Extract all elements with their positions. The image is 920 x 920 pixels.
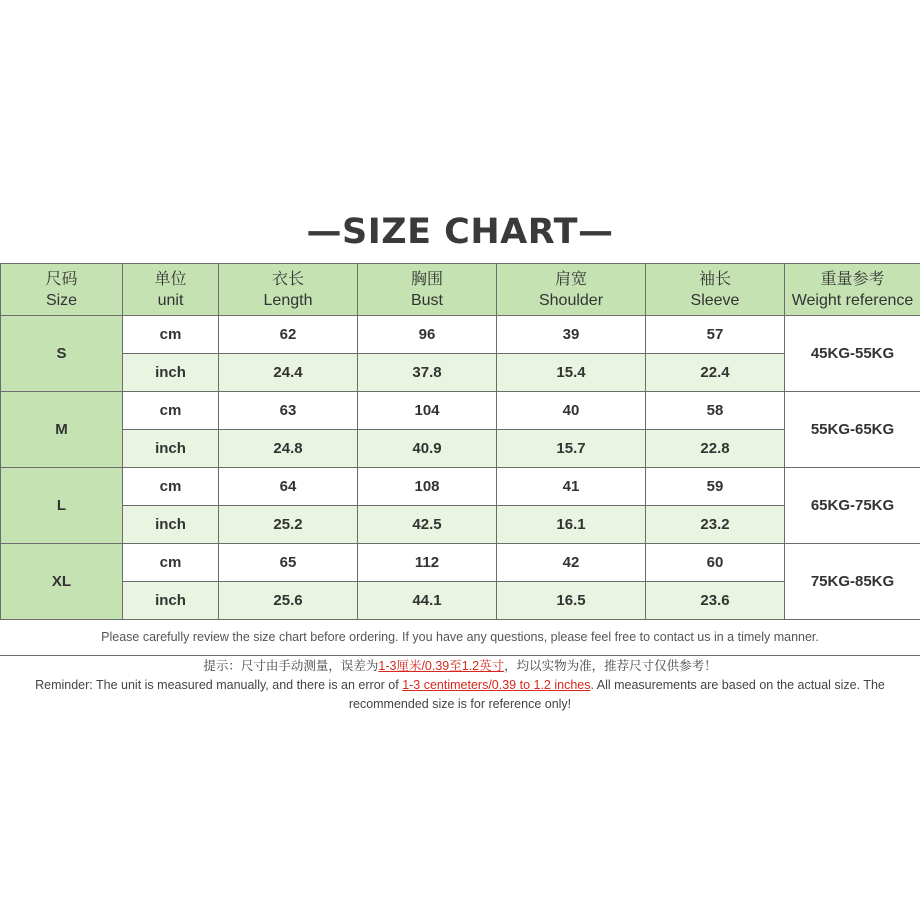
table-row	[1, 430, 920, 468]
unit-cell: inch	[123, 430, 219, 468]
header-cell	[123, 264, 219, 316]
reminder-en-text: Reminder: The unit is measured manually, and there is an error of	[35, 678, 403, 692]
size-cell: S	[1, 316, 123, 392]
header-cell	[358, 264, 497, 316]
header-cell	[219, 264, 358, 316]
measurement-cell: 24.4	[219, 354, 358, 392]
unit-cell: inch	[123, 582, 219, 620]
reminder-en-line	[0, 676, 920, 714]
header-en-label: Length	[263, 291, 313, 309]
reminder-cn-line	[0, 657, 920, 676]
header-cell	[785, 264, 920, 316]
header-en-label: Sleeve	[690, 291, 740, 309]
reminder-cn-text-end: ，均以实物为准，推荐尺寸仅供参考！	[504, 659, 717, 673]
reminder-cn-text: 提示：尺寸由手动测量，误差为	[203, 659, 379, 673]
size-cell: M	[1, 392, 123, 468]
header-en-label: Weight reference	[791, 291, 914, 309]
measurement-cell: 23.2	[646, 506, 785, 544]
chart-title: —SIZE CHART—	[306, 212, 614, 252]
header-cell	[497, 264, 646, 316]
header-cn-label: 袖长	[698, 270, 731, 288]
unit-cell: inch	[123, 354, 219, 392]
measurement-cell: 62	[219, 316, 358, 354]
header-cn-label: 重量参考	[820, 270, 885, 288]
header-en-label: Bust	[410, 291, 443, 309]
table-row	[1, 354, 920, 392]
ordering-notice: Please carefully review the size chart before ordering. If you have any questions, please feel free to contact us in a timely manner.	[0, 620, 920, 656]
measurement-cell: 16.5	[497, 582, 646, 620]
measurement-cell: 65	[219, 544, 358, 582]
header-en-label: Shoulder	[538, 291, 604, 309]
measurement-cell: 63	[219, 392, 358, 430]
header-en-label: unit	[157, 291, 184, 309]
table-row	[1, 316, 920, 354]
header-cn-label: 衣长	[271, 270, 304, 288]
table-row	[1, 392, 920, 430]
measurement-cell: 15.7	[497, 430, 646, 468]
reminder-en-text-end: . All measurements are based on the actual size. The recommended size is for reference only!	[348, 678, 885, 711]
measurement-cell: 44.1	[358, 582, 497, 620]
header-cell	[646, 264, 785, 316]
measurement-cell: 22.4	[646, 354, 785, 392]
unit-cell: cm	[123, 468, 219, 506]
measurement-cell: 58	[646, 392, 785, 430]
unit-cell: cm	[123, 544, 219, 582]
measurement-cell: 64	[219, 468, 358, 506]
unit-cell: inch	[123, 506, 219, 544]
measurement-cell: 25.6	[219, 582, 358, 620]
measurement-cell: 104	[358, 392, 497, 430]
measurement-cell: 59	[646, 468, 785, 506]
header-cn-label: 肩宽	[554, 270, 587, 288]
measurement-cell: 39	[497, 316, 646, 354]
reminder-en-error-range: 1-3 centimeters/0.39 to 1.2 inches	[402, 678, 591, 692]
measurement-reminder	[0, 657, 920, 714]
reminder-cn-error-range: 1-3厘米/0.39至1.2英寸	[378, 659, 505, 673]
header-en-label: Size	[45, 291, 78, 309]
table-row	[1, 582, 920, 620]
measurement-cell: 24.8	[219, 430, 358, 468]
measurement-cell: 22.8	[646, 430, 785, 468]
measurement-cell: 37.8	[358, 354, 497, 392]
measurement-cell: 42.5	[358, 506, 497, 544]
size-cell: L	[1, 468, 123, 544]
header-cn-label: 胸围	[410, 270, 443, 288]
measurement-cell: 108	[358, 468, 497, 506]
table-row	[1, 506, 920, 544]
weight-cell: 75KG-85KG	[785, 544, 920, 620]
measurement-cell: 96	[358, 316, 497, 354]
weight-cell: 45KG-55KG	[785, 316, 920, 392]
measurement-cell: 42	[497, 544, 646, 582]
header-cn-label: 尺码	[45, 270, 78, 288]
table-row	[1, 468, 920, 506]
measurement-cell: 25.2	[219, 506, 358, 544]
header-cell	[1, 264, 123, 316]
measurement-cell: 60	[646, 544, 785, 582]
measurement-cell: 16.1	[497, 506, 646, 544]
measurement-cell: 40.9	[358, 430, 497, 468]
measurement-cell: 57	[646, 316, 785, 354]
weight-cell: 65KG-75KG	[785, 468, 920, 544]
table-row	[1, 544, 920, 582]
unit-cell: cm	[123, 392, 219, 430]
measurement-cell: 15.4	[497, 354, 646, 392]
size-chart-table	[0, 263, 920, 620]
measurement-cell: 112	[358, 544, 497, 582]
measurement-cell: 23.6	[646, 582, 785, 620]
weight-cell: 55KG-65KG	[785, 392, 920, 468]
size-cell: XL	[1, 544, 123, 620]
measurement-cell: 41	[497, 468, 646, 506]
header-cn-label: 单位	[154, 270, 187, 288]
header-row	[1, 264, 920, 316]
unit-cell: cm	[123, 316, 219, 354]
measurement-cell: 40	[497, 392, 646, 430]
